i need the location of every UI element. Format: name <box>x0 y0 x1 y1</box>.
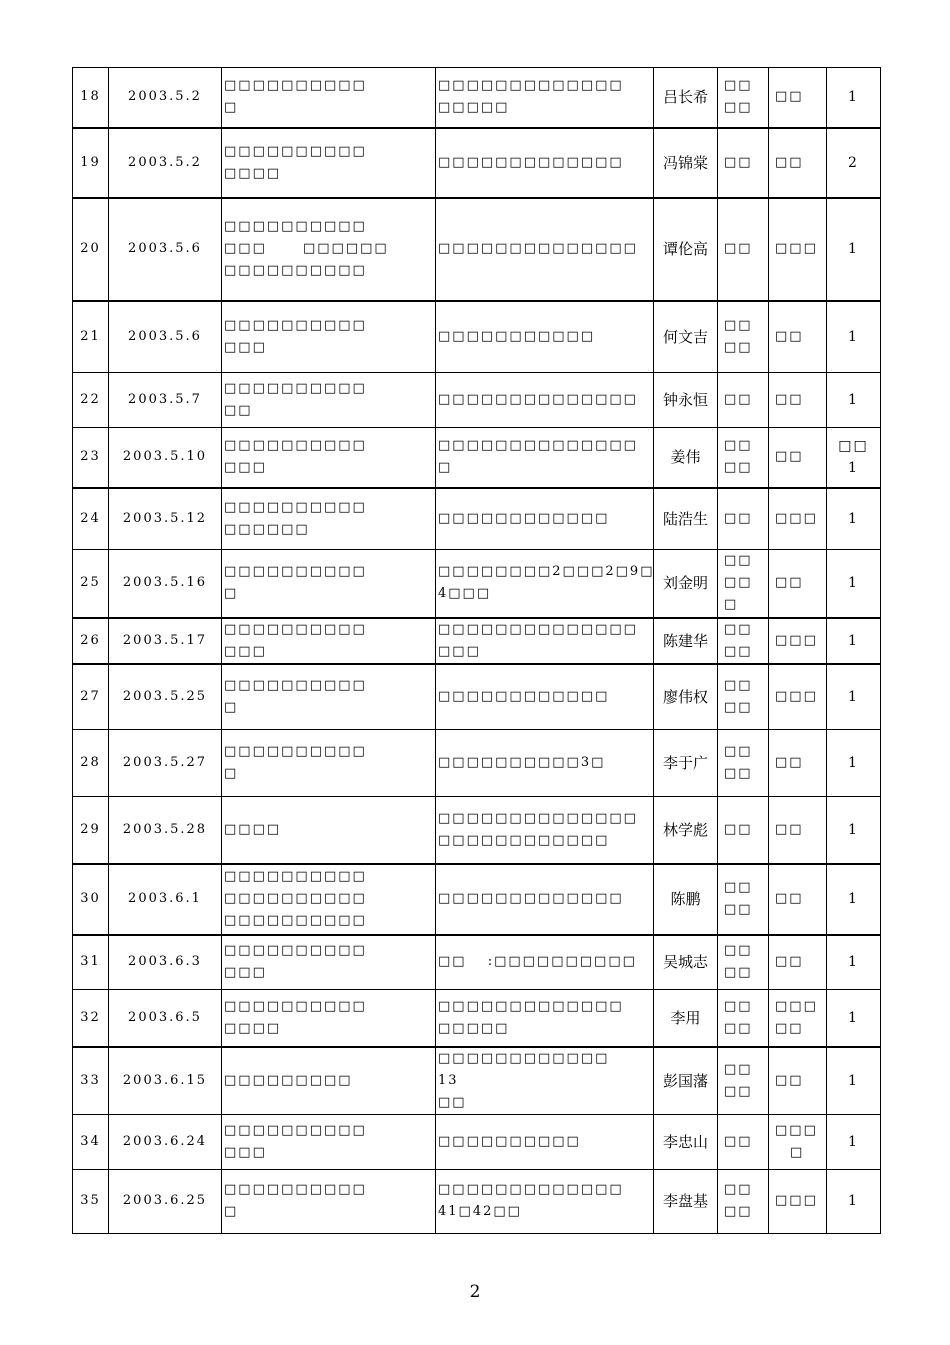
row-type: □□□ <box>769 1169 827 1233</box>
row-category: □□ □□ <box>718 664 769 730</box>
row-name: 陆浩生 <box>654 488 718 550</box>
row-quantity: □□ 1 <box>827 428 881 488</box>
row-description: □□□□□□□□□□ □□□ <box>222 618 436 664</box>
row-description: □□□□□□□□□□ □ <box>222 1169 436 1233</box>
table-row <box>73 797 881 864</box>
row-name: 李用 <box>654 990 718 1047</box>
row-name: 吴城志 <box>654 935 718 990</box>
table-row <box>73 618 881 664</box>
row-detail: □□□□□□□□□□3□ <box>436 730 654 797</box>
row-detail: □□□□□□□□□□□□□ □□□□□ <box>436 990 654 1047</box>
row-date: 2003.6.1 <box>109 864 222 935</box>
row-quantity: 1 <box>827 864 881 935</box>
row-type: □□ <box>769 68 827 128</box>
row-date: 2003.5.7 <box>109 373 222 428</box>
row-quantity: 1 <box>827 730 881 797</box>
row-date: 2003.5.6 <box>109 301 222 373</box>
row-description: □□□□□□□□□□ □□□ <box>222 935 436 990</box>
row-category: □□ □□ <box>718 935 769 990</box>
row-name: 吕长希 <box>654 68 718 128</box>
row-type: □□ <box>769 550 827 618</box>
row-description: □□□□□□□□□ <box>222 1047 436 1115</box>
row-description: □□□□□□□□□□ □□□□ <box>222 128 436 198</box>
row-detail: □□□□□□□□□□□□□ 41□42□□ <box>436 1169 654 1233</box>
row-name: 彭国藩 <box>654 1047 718 1115</box>
row-number: 25 <box>73 550 109 618</box>
row-quantity: 1 <box>827 301 881 373</box>
row-number: 29 <box>73 797 109 864</box>
row-date: 2003.6.15 <box>109 1047 222 1115</box>
row-name: 谭伦高 <box>654 198 718 301</box>
row-date: 2003.5.27 <box>109 730 222 797</box>
row-category: □□ □□ <box>718 1169 769 1233</box>
row-detail: □□□□□□□□□□□□ 13 □□ <box>436 1047 654 1115</box>
row-type: □□ <box>769 935 827 990</box>
row-category: □□ <box>718 797 769 864</box>
row-number: 32 <box>73 990 109 1047</box>
table-row <box>73 198 881 301</box>
row-category: □□ □□ <box>718 301 769 373</box>
row-category: □□ □□ □ <box>718 550 769 618</box>
row-quantity: 1 <box>827 618 881 664</box>
row-description: □□□□□□□□□□ □ <box>222 68 436 128</box>
row-name: 李盘基 <box>654 1169 718 1233</box>
row-detail: □□□□□□□□□□□ <box>436 301 654 373</box>
row-detail: □□□□□□□□□□□□□ <box>436 864 654 935</box>
row-type: □□□ <box>769 198 827 301</box>
row-date: 2003.5.2 <box>109 128 222 198</box>
row-quantity: 1 <box>827 373 881 428</box>
row-date: 2003.6.5 <box>109 990 222 1047</box>
row-detail: □□□□□□□□2□□□2□9□ 4□□□ <box>436 550 654 618</box>
row-detail: □□□□□□□□□□□□□□ □□□ <box>436 618 654 664</box>
row-name: 李忠山 <box>654 1114 718 1169</box>
row-description: □□□□□□□□□□ □ <box>222 730 436 797</box>
row-type: □□ <box>769 1047 827 1115</box>
row-description: □□□□□□□□□□ □□□ <box>222 1114 436 1169</box>
table-row <box>73 373 881 428</box>
row-quantity: 1 <box>827 488 881 550</box>
row-category: □□ □□ <box>718 990 769 1047</box>
row-type: □□□ <box>769 664 827 730</box>
row-number: 34 <box>73 1114 109 1169</box>
table-row <box>73 730 881 797</box>
page-number: 2 <box>469 1282 481 1302</box>
row-description: □□□□□□□□□□ □□□□□□□□□□ □□□□□□□□□□ <box>222 864 436 935</box>
table-row <box>73 301 881 373</box>
table-row <box>73 1169 881 1233</box>
row-description: □□□□□□□□□□ □□ <box>222 373 436 428</box>
row-description: □□□□□□□□□□ □□□ <box>222 428 436 488</box>
row-name: 何文吉 <box>654 301 718 373</box>
records-table-body <box>73 68 885 1234</box>
row-category: □□ □□ <box>718 1047 769 1115</box>
row-description: □□□□□□□□□□ □□□□ <box>222 990 436 1047</box>
row-description: □□□□□□□□□□ □□□ □□□□□□ □□□□□□□□□□ <box>222 198 436 301</box>
row-number: 26 <box>73 618 109 664</box>
row-detail: □□□□□□□□□□□□□□ □□□□□□□□□□□□ <box>436 797 654 864</box>
row-type: □□ <box>769 428 827 488</box>
row-number: 22 <box>73 373 109 428</box>
row-date: 2003.6.25 <box>109 1169 222 1233</box>
row-name: 钟永恒 <box>654 373 718 428</box>
row-name: 李于广 <box>654 730 718 797</box>
row-type: □□□ □ <box>769 1114 827 1169</box>
row-type: □□□ <box>769 618 827 664</box>
row-date: 2003.5.2 <box>109 68 222 128</box>
row-date: 2003.5.16 <box>109 550 222 618</box>
row-detail: □□□□□□□□□□□□□□ □ <box>436 428 654 488</box>
row-description: □□□□□□□□□□ □□□ <box>222 301 436 373</box>
table-row <box>73 864 881 935</box>
records-table-container <box>72 67 885 1234</box>
row-type: □□ <box>769 301 827 373</box>
row-type: □□ <box>769 373 827 428</box>
row-category: □□ □□ <box>718 428 769 488</box>
row-name: 姜伟 <box>654 428 718 488</box>
table-row <box>73 990 881 1047</box>
row-name: 林学彪 <box>654 797 718 864</box>
table-row <box>73 488 881 550</box>
records-table <box>72 67 885 1234</box>
row-name: 陈建华 <box>654 618 718 664</box>
row-category: □□ <box>718 198 769 301</box>
row-number: 23 <box>73 428 109 488</box>
row-category: □□ □□ <box>718 864 769 935</box>
row-type: □□ <box>769 864 827 935</box>
table-row <box>73 550 881 618</box>
row-date: 2003.5.25 <box>109 664 222 730</box>
row-detail: □□□□□□□□□□□□ <box>436 664 654 730</box>
row-description: □□□□□□□□□□ □□□□□□ <box>222 488 436 550</box>
row-number: 31 <box>73 935 109 990</box>
row-quantity: 1 <box>827 68 881 128</box>
row-quantity: 1 <box>827 935 881 990</box>
row-type: □□□ <box>769 488 827 550</box>
row-detail: □□□□□□□□□□□□□□ <box>436 198 654 301</box>
row-number: 20 <box>73 198 109 301</box>
row-category: □□ □□ <box>718 618 769 664</box>
row-detail: □□□□□□□□□□□□□ □□□□□ <box>436 68 654 128</box>
row-category: □□ <box>718 488 769 550</box>
row-name: 廖伟权 <box>654 664 718 730</box>
row-name: 冯锦棠 <box>654 128 718 198</box>
row-number: 18 <box>73 68 109 128</box>
row-date: 2003.6.3 <box>109 935 222 990</box>
row-quantity: 1 <box>827 550 881 618</box>
row-date: 2003.5.17 <box>109 618 222 664</box>
row-description: □□□□□□□□□□ □ <box>222 664 436 730</box>
row-quantity: 1 <box>827 1114 881 1169</box>
row-detail: □□ :□□□□□□□□□□ <box>436 935 654 990</box>
row-description: □□□□ <box>222 797 436 864</box>
row-type: □□□ □□ <box>769 990 827 1047</box>
row-detail: □□□□□□□□□□□□□ <box>436 128 654 198</box>
table-row <box>73 664 881 730</box>
row-name: 刘金明 <box>654 550 718 618</box>
row-detail: □□□□□□□□□□ <box>436 1114 654 1169</box>
row-date: 2003.5.6 <box>109 198 222 301</box>
row-date: 2003.5.10 <box>109 428 222 488</box>
row-number: 19 <box>73 128 109 198</box>
table-row <box>73 428 881 488</box>
row-name: 陈鹏 <box>654 864 718 935</box>
row-number: 35 <box>73 1169 109 1233</box>
row-category: □□ □□ <box>718 68 769 128</box>
row-date: 2003.6.24 <box>109 1114 222 1169</box>
row-quantity: 1 <box>827 198 881 301</box>
row-quantity: 1 <box>827 797 881 864</box>
row-description: □□□□□□□□□□ □ <box>222 550 436 618</box>
row-category: □□ <box>718 373 769 428</box>
row-detail: □□□□□□□□□□□□□□ <box>436 373 654 428</box>
row-quantity: 2 <box>827 128 881 198</box>
table-row <box>73 1114 881 1169</box>
table-row <box>73 1047 881 1115</box>
row-quantity: 1 <box>827 664 881 730</box>
row-quantity: 1 <box>827 1169 881 1233</box>
table-row <box>73 128 881 198</box>
row-quantity: 1 <box>827 990 881 1047</box>
row-type: □□ <box>769 128 827 198</box>
row-quantity: 1 <box>827 1047 881 1115</box>
row-number: 27 <box>73 664 109 730</box>
row-detail: □□□□□□□□□□□□ <box>436 488 654 550</box>
row-date: 2003.5.28 <box>109 797 222 864</box>
row-date: 2003.5.12 <box>109 488 222 550</box>
row-number: 33 <box>73 1047 109 1115</box>
row-category: □□ <box>718 128 769 198</box>
row-type: □□ <box>769 730 827 797</box>
row-number: 30 <box>73 864 109 935</box>
table-row <box>73 935 881 990</box>
row-number: 28 <box>73 730 109 797</box>
row-category: □□ □□ <box>718 730 769 797</box>
row-number: 24 <box>73 488 109 550</box>
row-type: □□ <box>769 797 827 864</box>
table-row <box>73 68 881 128</box>
row-category: □□ <box>718 1114 769 1169</box>
row-number: 21 <box>73 301 109 373</box>
